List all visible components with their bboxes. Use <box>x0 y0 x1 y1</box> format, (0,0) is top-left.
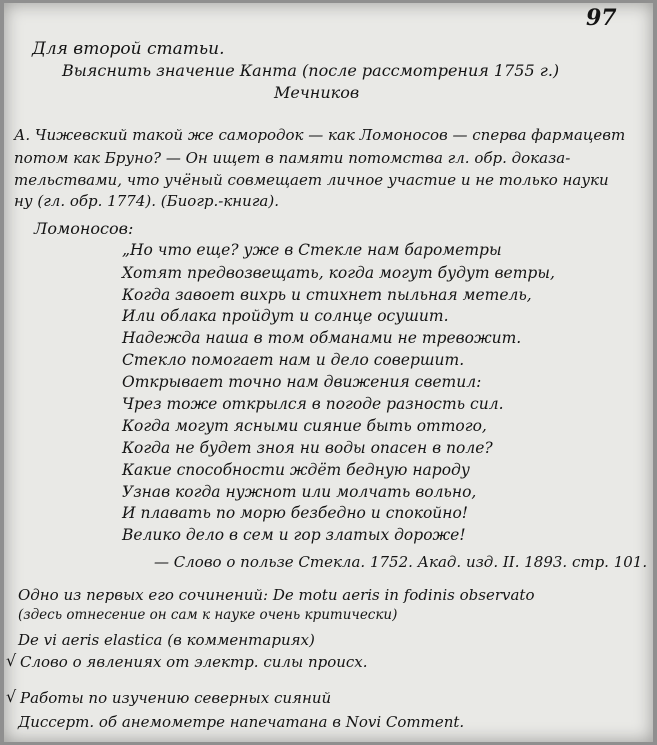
note-line: De vi aeris elastica (в комментариях) <box>18 631 315 649</box>
check-mark-icon: √ <box>6 651 17 670</box>
poem-line: Чрез тоже открылся в погоде разность сил. <box>122 395 504 413</box>
paragraph-line: А. Чижевский такой же самородок — как Ломоносов — сперва фармацевт <box>14 126 626 144</box>
note-line: Слово о явлениях от электр. силы происх. <box>20 653 368 671</box>
note-line: Одно из первых его сочинений: De motu aeris in fodinis observato <box>18 586 535 604</box>
check-mark-icon: √ <box>6 687 17 706</box>
poem-line: Какие способности ждёт бедную народу <box>122 461 470 479</box>
manuscript-page <box>4 3 653 742</box>
page-subtitle: Мечников <box>274 83 360 102</box>
poem-line: Узнав когда нужнот или молчать вольно, <box>122 483 477 501</box>
poem-line: Когда могут ясными сияние быть оттого, <box>122 417 487 435</box>
page-title: Выяснить значение Канта (после рассмотрения 1755 г.) <box>62 61 560 80</box>
poem-line: Когда завоет вихрь и стихнет пыльная метель, <box>122 286 532 304</box>
poem-line: Велико дело в сем и гор златых дороже! <box>122 526 466 544</box>
note-line: (здесь отнесение он сам к науке очень критически) <box>18 607 398 623</box>
paragraph-line: ну (гл. обр. 1774). (Биогр.-книга). <box>14 192 279 210</box>
poem-line: Или облака пройдут и солнце осушит. <box>122 307 449 325</box>
poem-line: Хотят предвозвещать, когда могут будут ветры, <box>122 264 555 282</box>
poem-line: Стекло помогает нам и дело совершит. <box>122 351 465 369</box>
author-label: Ломоносов: <box>34 219 134 238</box>
poem-line: И плавать по морю безбедно и спокойно! <box>122 504 469 522</box>
note-line: Работы по изучению северных сияний <box>20 689 332 707</box>
paragraph-line: тельствами, что учёный совмещает личное участие и не только науки <box>14 171 609 189</box>
poem-line: „Но что еще? уже в Стекле нам барометры <box>122 241 502 259</box>
poem-line: Когда не будет зноя ни воды опасен в поле? <box>122 439 493 457</box>
poem-citation: — Слово о пользе Стекла. 1752. Акад. изд. II. 1893. стр. 101. <box>154 553 648 571</box>
poem-line: Открывает точно нам движения светил: <box>122 373 482 391</box>
page-number: 97 <box>586 5 617 31</box>
poem-line: Надежда наша в том обманами не тревожит. <box>122 329 522 347</box>
section-header: Для второй статьи. <box>32 39 225 59</box>
paragraph-line: потом как Бруно? — Он ищет в памяти потомства гл. обр. доказа- <box>14 149 571 167</box>
note-line: Диссерт. об анемометре напечатана в Novi Comment. <box>18 713 465 731</box>
